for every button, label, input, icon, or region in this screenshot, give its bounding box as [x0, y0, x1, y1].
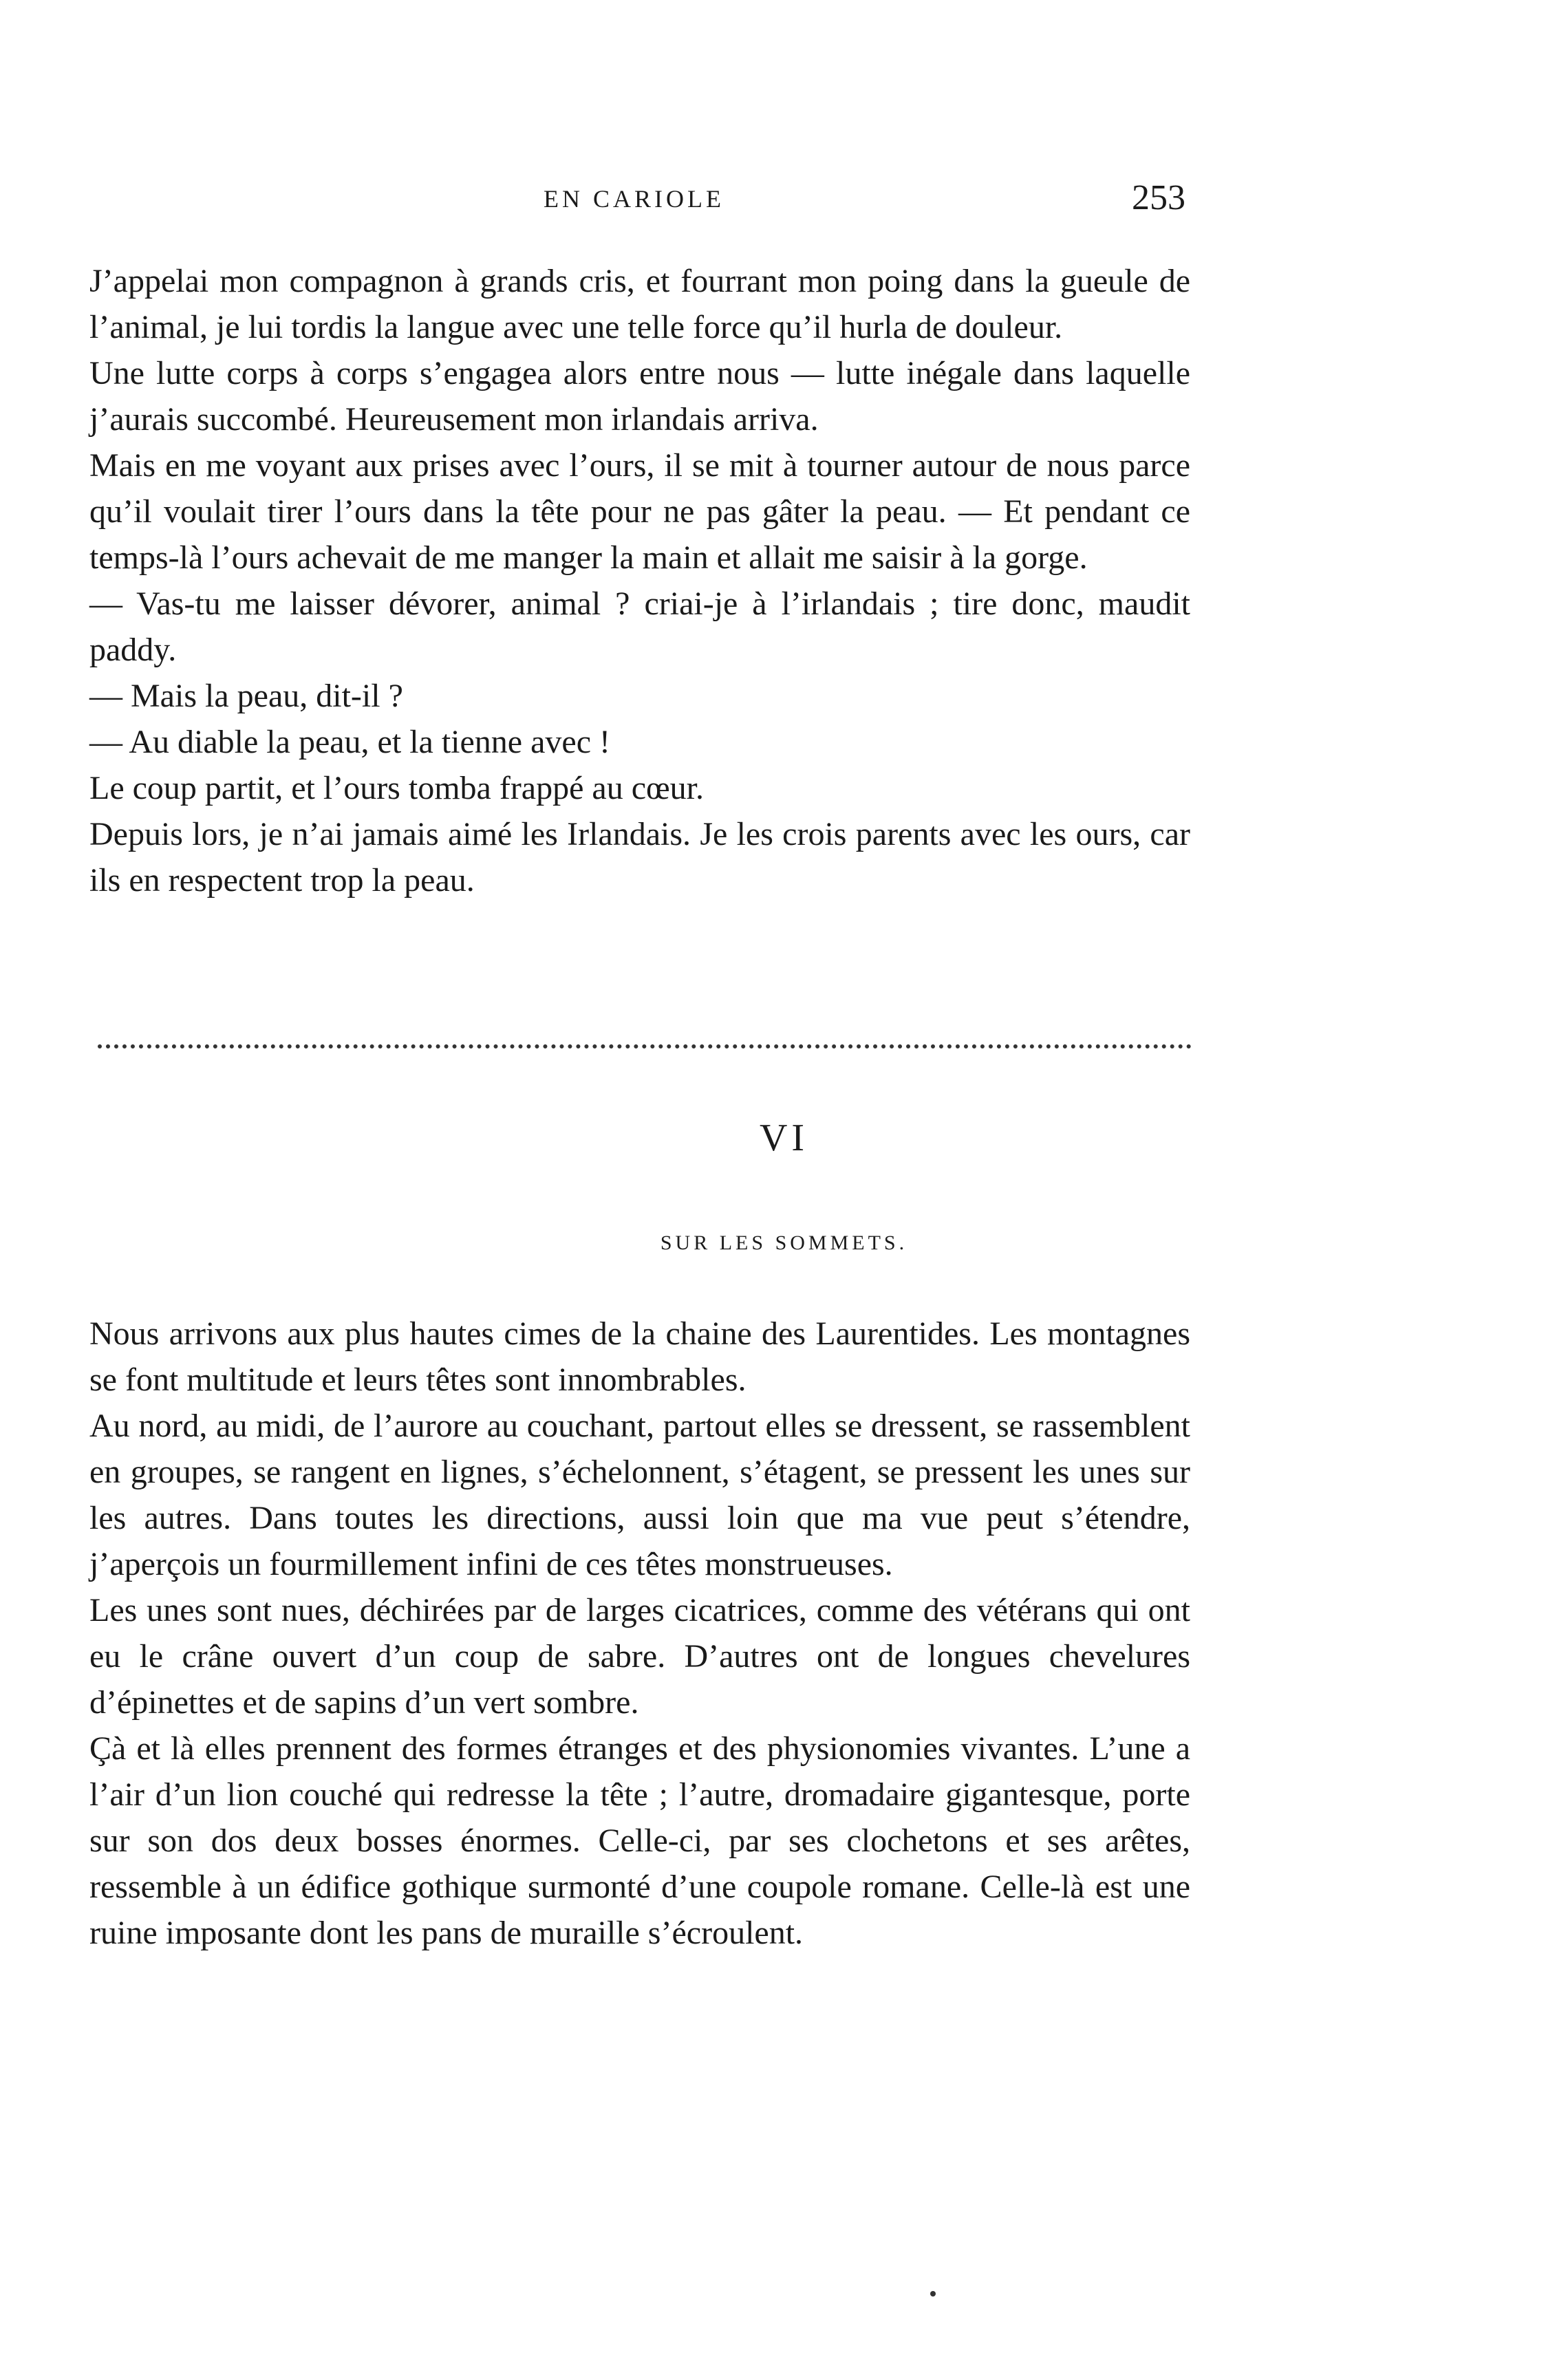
paragraph: Mais en me voyant aux prises avec l’ours, il se mit à tourner autour de nous parce qu’il voulait tirer l’ours dans la tête pour ne pas gâter la peau. — Et pendant ce temps-là l’ours achevait de me manger la main et allait me saisir à la gorge.: [89, 447, 1190, 576]
paragraph: Nous arrivons aux plus hautes cimes de la chaine des Laurentides. Les montagnes se font multitude et leurs têtes sont innombrables.: [89, 1315, 1190, 1398]
paragraph: Depuis lors, je n’ai jamais aimé les Irlandais. Je les crois parents avec les ours, car ils en respectent trop la peau.: [89, 816, 1190, 899]
section-divider: [98, 1044, 1192, 1048]
dialogue-line: — Au diable la peau, et la tienne avec !: [89, 724, 611, 760]
chapter-number: VI: [759, 1117, 809, 1159]
chapter-body: [89, 1311, 1190, 1956]
paragraph: J’appelai mon compagnon à grands cris, et fourrant mon poing dans la gueule de l’animal, je lui tordis la langue avec une telle force qu’il hurla de douleur.: [89, 263, 1190, 345]
running-head: [0, 178, 1568, 226]
paragraph: Une lutte corps à corps s’engagea alors entre nous — lutte inégale dans laquelle j’aurais succombé. Heureusement mon irlandais arriva.: [89, 355, 1190, 438]
story-ending: [89, 258, 1190, 903]
dialogue-line: — Mais la peau, dit-il ?: [89, 678, 403, 714]
dialogue-line: — Vas-tu me laisser dévorer, animal ? criai-je à l’irlandais ; tire donc, maudit paddy.: [89, 585, 1190, 668]
chapter-title: SUR LES SOMMETS.: [660, 1231, 908, 1254]
paragraph: Le coup partit, et l’ours tomba frappé au cœur.: [89, 770, 705, 806]
page-number: 253: [1132, 178, 1185, 217]
paragraph: Au nord, au midi, de l’aurore au couchant, partout elles se dressent, se rassemblent en groupes, se rangent en lignes, s’échelonnent, s’étagent, se pressent les unes sur les autres. Dans toutes les directions, aussi loin que ma vue peut s’étendre, j’aperçois un fourmillement infini de ces têtes monstrueuses.: [89, 1408, 1190, 1582]
running-title: EN CARIOLE: [544, 185, 724, 213]
paragraph: Les unes sont nues, déchirées par de larges cicatrices, comme des vétérans qui ont eu le crâne ouvert d’un coup de sabre. D’autres ont de longues chevelures d’épinettes et de sapins d’un vert sombre.: [89, 1592, 1190, 1721]
paragraph: Çà et là elles prennent des formes étranges et des physionomies vivantes. L’une a l’air d’un lion couché qui redresse la tête ; l’autre, dromadaire gigantesque, porte sur son dos deux bosses énormes. Celle-ci, par ses clochetons et ses arêtes, ressemble à un édifice gothique surmonté d’une coupole romane. Celle-là est une ruine imposante dont les pans de muraille s’écroulent.: [89, 1730, 1190, 1951]
print-speck: [930, 2291, 936, 2297]
